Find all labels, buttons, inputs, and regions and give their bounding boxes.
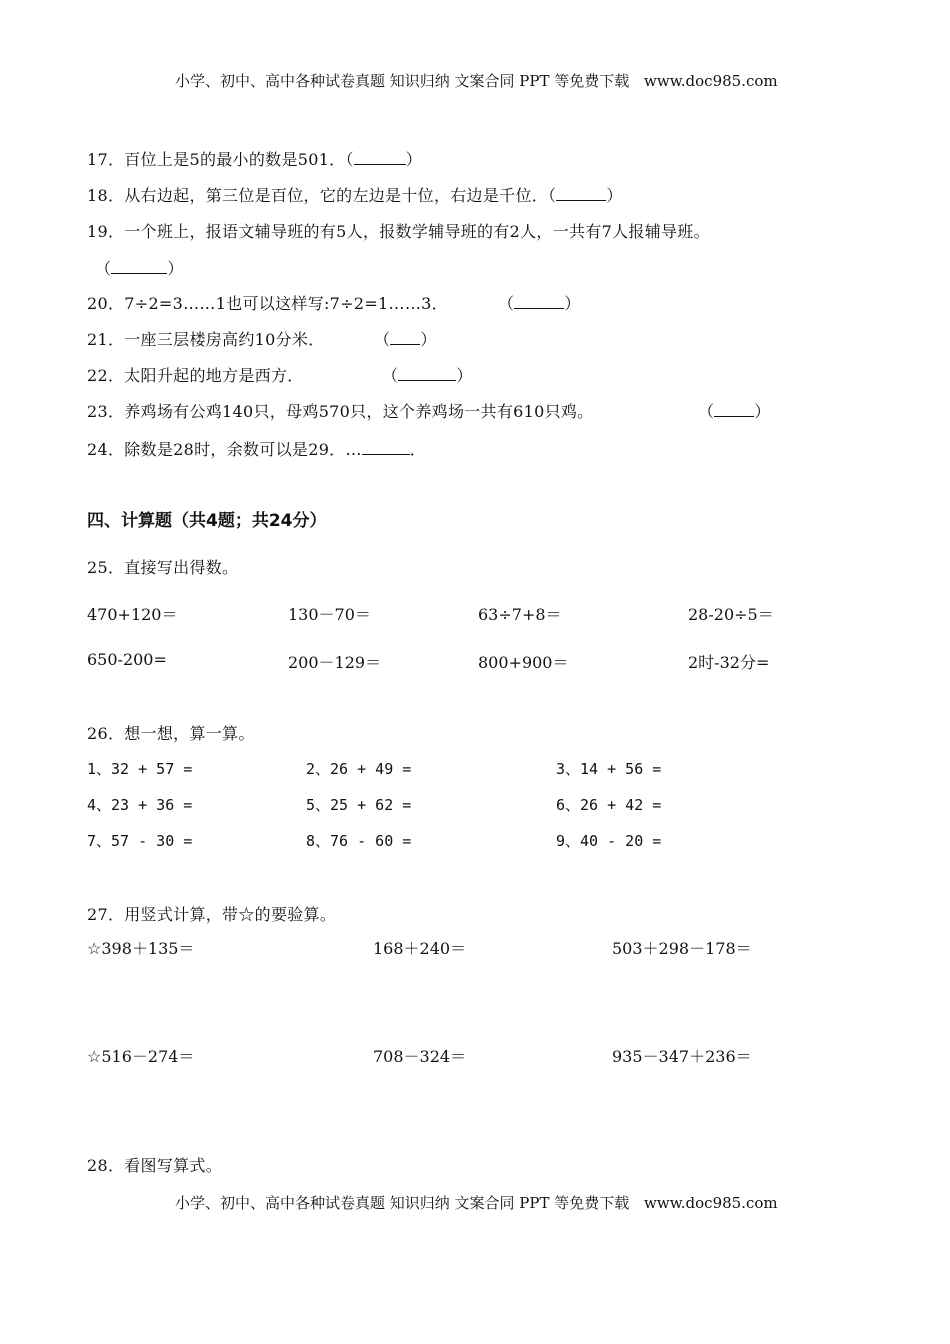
calc-item: 4、23 + 36 = [87, 796, 193, 814]
answer-blank[interactable] [111, 259, 167, 274]
answer-blank[interactable] [390, 330, 420, 345]
answer-blank[interactable] [362, 440, 410, 455]
question-21: 21．一座三层楼房高约10分米． [87, 330, 325, 349]
footer-text: 小学、初中、高中各种试卷真题 知识归纳 文案合同 PPT 等免费下载 [175, 1194, 630, 1212]
calc-item: 168＋240＝ [373, 939, 467, 958]
question-26-title: 26．想一想，算一算。 [87, 724, 255, 743]
calc-item: 9、40 - 20 = [556, 832, 662, 850]
calc-item: 2、26 + 49 = [306, 760, 412, 778]
calc-item: ☆516－274＝ [87, 1047, 195, 1066]
footer-url: www.doc985.com [644, 1194, 778, 1212]
calc-item: 503＋298－178＝ [612, 939, 752, 958]
calc-item: 7、57 - 30 = [87, 832, 193, 850]
calc-item: 800+900＝ [478, 653, 569, 672]
calc-item: 650-200= [87, 650, 167, 669]
header-text: 小学、初中、高中各种试卷真题 知识归纳 文案合同 PPT 等免费下载 [175, 72, 630, 90]
question-19: 19．一个班上，报语文辅导班的有5人，报数学辅导班的有2人，一共有7人报辅导班。 [87, 222, 710, 241]
header-url: www.doc985.com [644, 72, 778, 90]
calc-item: 1、32 + 57 = [87, 760, 193, 778]
section-title: 四、计算题（共4题；共24分） [87, 511, 327, 531]
calc-item: 2时-32分= [688, 653, 770, 672]
question-20: 20．7÷2=3……1也可以这样写:7÷2=1……3． [87, 294, 448, 313]
answer-blank[interactable] [398, 366, 456, 381]
calc-item: 63÷7+8＝ [478, 605, 562, 624]
calc-item: 200－129＝ [288, 653, 382, 672]
calc-item: 8、76 - 60 = [306, 832, 412, 850]
question-28-title: 28．看图写算式。 [87, 1156, 223, 1175]
question-22: 22．太阳升起的地方是西方． [87, 366, 304, 385]
question-17: 17．百位上是5的最小的数是501．（ ） [87, 150, 423, 169]
question-22-answer: （ ） [382, 366, 473, 385]
calc-item: 130－70＝ [288, 605, 371, 624]
question-25-title: 25．直接写出得数。 [87, 558, 239, 577]
question-19-answer: （ ） [95, 259, 184, 278]
question-20-answer: （ ） [498, 294, 581, 313]
calc-item: ☆398＋135＝ [87, 939, 195, 958]
question-18: 18．从右边起，第三位是百位，它的左边是十位，右边是千位．（ ） [87, 186, 623, 205]
calc-item: 470+120＝ [87, 605, 178, 624]
question-27-title: 27．用竖式计算，带☆的要验算。 [87, 905, 337, 924]
answer-blank[interactable] [714, 402, 754, 417]
calc-item: 708－324＝ [373, 1047, 467, 1066]
answer-blank[interactable] [354, 150, 406, 165]
calc-item: 5、25 + 62 = [306, 796, 412, 814]
question-23: 23．养鸡场有公鸡140只，母鸡570只，这个养鸡场一共有610只鸡。 [87, 402, 594, 421]
page-header [175, 70, 778, 91]
answer-blank[interactable] [514, 294, 564, 309]
question-24: 24．除数是28时，余数可以是29．… ． [87, 440, 427, 459]
calc-item: 935－347＋236＝ [612, 1047, 752, 1066]
page-footer [175, 1192, 778, 1213]
question-23-answer: （ ） [698, 402, 771, 421]
calc-item: 28-20÷5＝ [688, 605, 774, 624]
question-21-answer: （ ） [374, 330, 437, 349]
calc-item: 6、26 + 42 = [556, 796, 662, 814]
answer-blank[interactable] [556, 186, 606, 201]
calc-item: 3、14 + 56 = [556, 760, 662, 778]
